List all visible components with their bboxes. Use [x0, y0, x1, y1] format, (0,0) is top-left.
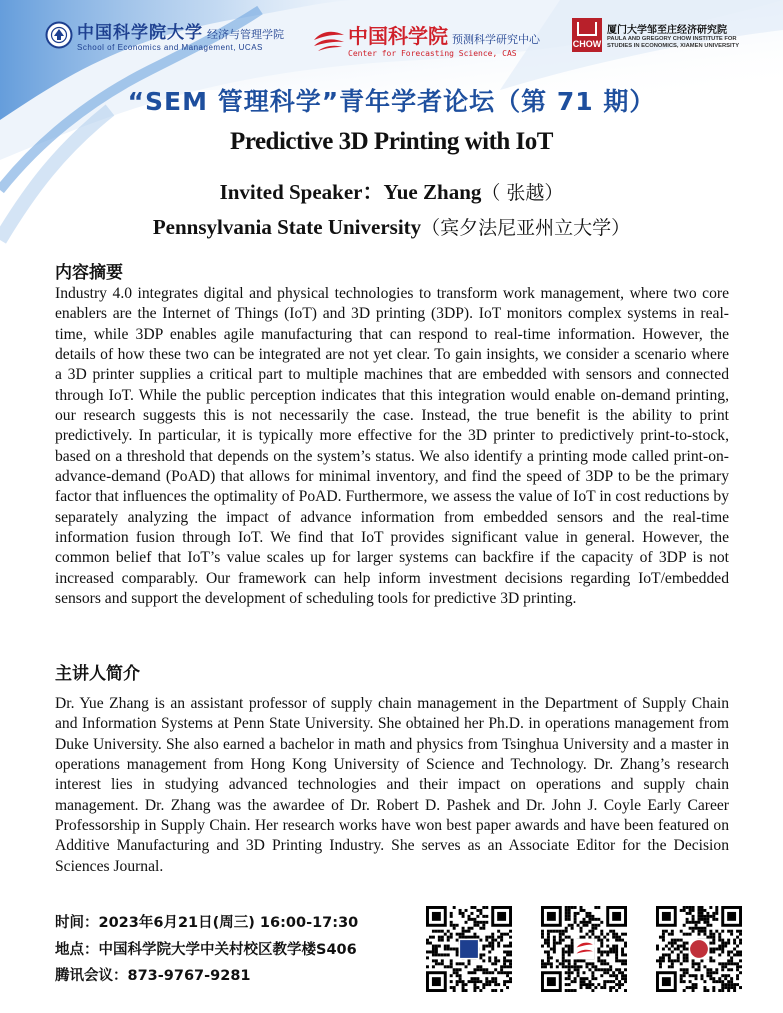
speaker-name-cn: （ 张越） [481, 182, 564, 204]
speaker-label: Invited Speaker： [219, 180, 384, 204]
qr-code-icon [656, 906, 742, 992]
cfs-center-en: Center for Forecasting Science, CAS [348, 49, 517, 58]
qr-code-icon [541, 906, 627, 992]
affiliation-cn: （宾夕法尼亚州立大学） [421, 217, 631, 239]
event-place: 地点：中国科学院大学中关村校区教学楼S406 [55, 942, 357, 958]
ucas-name-cn: 中国科学院大学 [77, 23, 203, 43]
forum-title: “SEM 管理科学”青年学者论坛（第 71 期） [127, 87, 656, 116]
header-logos [0, 0, 783, 70]
cfs-name-cn: 中国科学院 [348, 24, 448, 48]
qr-code-icon [426, 906, 512, 992]
chow-mark-text: CHOW [572, 39, 602, 49]
ucas-logo [45, 18, 284, 52]
ucas-school-cn: 经济与管理学院 [207, 28, 284, 41]
chow-mark-icon [572, 18, 602, 52]
talk-title: Predictive 3D Printing with IoT [230, 128, 553, 155]
chow-name-en-2: STUDIES IN ECONOMICS, XIAMEN UNIVERSITY [607, 42, 740, 49]
chow-name-cn: 厦门大学邹至庄经济研究院 [607, 24, 727, 36]
event-time: 时间：2023年6月21日(周三) 16:00-17:30 [55, 915, 359, 931]
affiliation: Pennsylvania State University [152, 215, 422, 239]
ucas-school-en: School of Economics and Management, UCAS [77, 43, 263, 52]
qr-code-2[interactable] [538, 903, 630, 995]
cfs-center-cn: 预测科学研究中心 [452, 33, 540, 46]
chow-logo [572, 18, 739, 52]
ucas-emblem-icon [45, 21, 73, 49]
cfs-swoosh-icon [312, 26, 346, 52]
cfs-logo [312, 20, 540, 58]
bio-text: Dr. Yue Zhang is an assistant professor of supply chain management in the Department of Supply Chain and Information Systems at Penn State University. She obtained her Ph.D. in operations management from Duke University. She also earned a bachelor in math and physics from Tsinghua University and a master in operations management from Hong Kong University of Science and Technology. Dr. Zhang’s research interest lies in studying advanced technologies and their impact on operations and supply chain management. Dr. Zhang was the awardee of Dr. Robert D. Pashek and Dr. John J. Coyle Early Career Professorship in Supply Chain. Her research works have won best paper awards and have been featured on Additive Manufacturing and 3D Printing Industry. She serves as an Associate Editor for the Decision Sciences Journal. [55, 695, 729, 875]
affiliation-line [0, 213, 783, 240]
abstract-heading: 内容摘要 [55, 263, 123, 283]
abstract-text: Industry 4.0 integrates digital and physical technologies to transform work management, where two core enablers are the Internet of Things (IoT) and 3D printing (3DP). IoT monitors complex systems in real-time, while 3DP enables agile manufacturing that can respond to real-time information. However, the details of how these two can be integrated are not yet clear. To gain insights, we consider a scenario where a 3D printer supplies a critical part to multiple machines that are embedded with sensors and connected through IoT. While the public perception indicates that this integration would enable on-demand printing, our research suggests this is not necessarily the case. Instead, the true benefit is the ability to print predictively. In particular, it is typically more effective for the 3D printer to predictively print-to-stock, based on a threshold that depends on the system’s status. We also identify a printing mode called print-on-advance-demand (PoAD) that allows for minimal inventory, and find the speed of 3DP to be the primary factor that influences the optimality of PoAD. Furthermore, we assess the value of IoT in cost reductions by separately analyzing the impact of advance information from embedded sensors and the real-time information fusion through IoT. We find that IoT provides significant value in general. However, the common belief that IoT’s value scales up for larger systems can backfire if the capacity of 3DP is not increased comparably. Our framework can help inform investment decisions regarding IoT/embedded sensors and support the development of scheduling tools for predictive 3D printing. [55, 285, 729, 608]
tencent-meeting-id: 腾讯会议：873-9767-9281 [55, 968, 251, 984]
qr-code-3[interactable] [653, 903, 745, 995]
qr-code-1[interactable] [423, 903, 515, 995]
speaker-name: Yue Zhang [383, 180, 482, 204]
bio-heading: 主讲人简介 [55, 664, 140, 684]
speaker-line [0, 176, 783, 206]
chow-name-en-1: PAULA AND GREGORY CHOW INSTITUTE FOR [607, 35, 737, 42]
